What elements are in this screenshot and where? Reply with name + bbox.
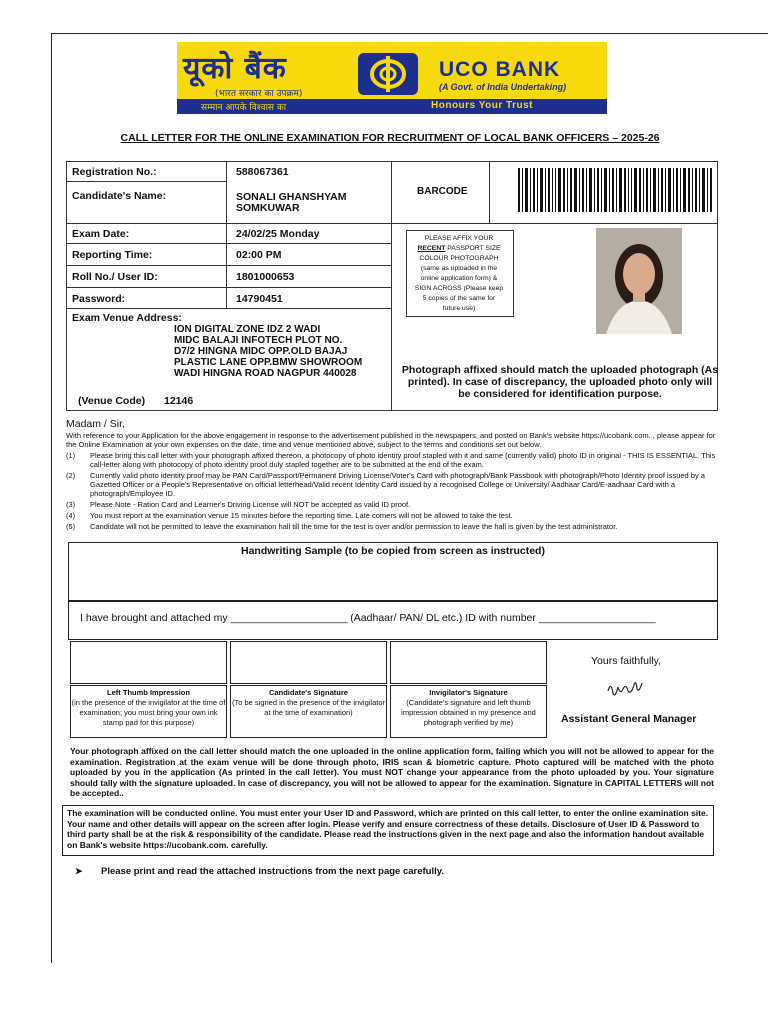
handwriting-sample-box [68, 542, 718, 601]
page-border-top [51, 33, 768, 34]
candidate-signature-caption [230, 685, 387, 738]
id-declaration-text: I have brought and attached my ____________________ (Aadhaar/ PAN/ DL etc.) ID with number ____________________ [80, 612, 656, 624]
rule-number: (4) [66, 511, 76, 520]
rule-text: Currently valid photo identity proof may be PAN Card/Passport/Permanent Driving License/Voter's Card with photograph/Bank Passbook with photograph/Photo Identity proof issued by a Gazetted Officer or a People's Representative on official letterhead/Valid recent Identity Card issued by a recognised College or University/ Aadhaar Card/E-aadhaar Card with a photograph/Employee ID. [90, 471, 705, 498]
venue-code-label: (Venue Code) [78, 395, 146, 407]
invigilator-signature-area [390, 641, 547, 684]
invigilator-signature-box [390, 641, 547, 738]
exam-date-value: 24/02/25 Monday [236, 228, 320, 240]
rule-number: (5) [66, 522, 76, 531]
photo-instructions [406, 234, 512, 314]
grid-line [67, 243, 391, 244]
registration-label: Registration No.: [72, 166, 157, 178]
tagline-hindi: सम्मान आपके विश्वास का [201, 103, 287, 113]
photo-requirement-paragraph: Your photograph affixed on the call letter should match the one uploaded in the online application form, failing which you will not be allowed to appear for the examination. Registration at the exam venue will be done through photo, IRIS scan & biometric capture. Photo captured will be matched with the photo uploaded by you in the application (As printed in the call letter). You must NOT change your appearance from the photo uploaded by you. Your signature should tally with the signature uploaded. In case of discrepancy, you will not be allowed to appear for the examination. Signature in CAPITAL LETTERS will not be accepted.. [70, 746, 714, 798]
tagline-english: Honours Your Trust [431, 100, 533, 111]
invigilator-signature-text: (Candidate's signature and left thumb impression obtained in my presence and photograph verified by me) [401, 698, 536, 727]
venue-address [174, 324, 362, 379]
uco-bank-logo-icon [357, 52, 419, 96]
photo-instruction-line: online application form) & [420, 275, 498, 282]
uco-bank-banner [177, 42, 607, 114]
agm-signature-icon [606, 677, 644, 701]
venue-address-line: MIDC BALAJI INFOTECH PLOT NO. [174, 335, 343, 346]
invigilator-signature-title: Invigilator's Signature [429, 688, 508, 697]
govt-undertaking-english: (A Govt. of India Undertaking) [439, 82, 567, 92]
list-item [66, 471, 718, 498]
bank-name-english: UCO BANK [439, 58, 561, 81]
reporting-time-label: Reporting Time: [72, 249, 153, 261]
grid-line [67, 223, 718, 224]
invigilator-signature-caption [390, 685, 547, 738]
roll-number-label: Roll No./ User ID: [72, 271, 158, 283]
venue-address-line: PLASTIC LANE OPP.BMW SHOWROOM [174, 357, 363, 368]
arrow-bullet-icon: ➤ [75, 866, 83, 876]
photo-instruction-line: COLOUR PHOTOGRAPH [419, 255, 499, 262]
photo-instruction-line: SIGN ACROSS (Please keep [414, 285, 504, 292]
venue-address-line: ION DIGITAL ZONE IDZ 2 WADI [174, 324, 321, 335]
document-title: CALL LETTER FOR THE ONLINE EXAMINATION FOR RECRUITMENT OF LOCAL BANK OFFICERS – 2025-26 [120, 132, 660, 144]
candidate-details-table [66, 161, 718, 411]
grid-line [67, 181, 226, 182]
reporting-time-value: 02:00 PM [236, 249, 282, 261]
candidate-name-line-2: SOMKUWAR [236, 202, 300, 214]
barcode-label: BARCODE [417, 186, 468, 197]
rule-text: Please Note - Ration Card and Learner's Driving License will NOT be accepted as valid ID proof. [90, 500, 411, 509]
rule-number: (2) [66, 471, 76, 480]
recent-emphasis: RECENT [417, 245, 446, 252]
venue-label: Exam Venue Address: [72, 312, 182, 324]
candidate-name-label: Candidate's Name: [72, 190, 167, 202]
rules-list [66, 451, 718, 533]
photo-instruction-text: PASSPORT SIZE [445, 245, 501, 252]
candidate-signature-area [230, 641, 387, 684]
left-thumb-impression-box [70, 641, 227, 738]
thumb-impression-area [70, 641, 227, 684]
thumb-impression-text: (in the presence of the invigilator at the time of examination; you must bring your own ink stamp pad for this purpose) [71, 698, 226, 727]
roll-number-value: 1801000653 [236, 271, 295, 283]
intro-paragraph: With reference to your Application for the above engagement in response to the advertisement published in the newspapers, and posted on Bank's website https://ucobank.com. , please appear for the Online Examination at your own expenses on the date, time and venue mentioned above, subject to the terms and conditions set out below. [66, 431, 716, 449]
rule-number: (1) [66, 451, 76, 460]
yours-faithfully: Yours faithfully, [591, 655, 662, 667]
candidate-photo [596, 228, 682, 334]
photo-instruction-line: 5 copies of the same for [422, 295, 496, 302]
photo-instruction-line: PLEASE AFFIX YOUR [424, 235, 494, 242]
photo-match-note: Photograph affixed should match the uploaded photograph (As printed). In case of discrepancy, the uploaded photo only will be considered for identification purpose. [401, 364, 719, 400]
candidate-signature-title: Candidate's Signature [269, 688, 348, 697]
list-item [66, 500, 718, 509]
grid-line [67, 308, 391, 309]
photo-instruction-line: (same as uploaded in the [420, 265, 498, 272]
list-item [66, 522, 718, 531]
bank-name-hindi: यूको बैंक [183, 51, 287, 86]
thumb-impression-caption [70, 685, 227, 738]
thumb-impression-title: Left Thumb Impression [107, 688, 190, 697]
password-value: 14790451 [236, 293, 283, 305]
candidate-name-line-1: SONALI GHANSHYAM [236, 191, 347, 203]
rule-text: Please bring this call letter with your photograph affixed thereon, a photocopy of photo identity proof stapled with it and same (currently valid) photo ID in original - THIS IS ESSENTIAL. This call-letter along with photocopy of photo identity proof duly stapled together are to be submitted at the end of the exam. [90, 451, 716, 469]
venue-address-line: D7/2 HINGNA MIDC OPP.OLD BAJAJ [174, 346, 348, 357]
assistant-general-manager: Assistant General Manager [561, 713, 697, 725]
venue-code-value: 12146 [164, 395, 194, 407]
id-declaration-box [68, 601, 718, 640]
grid-line [489, 162, 490, 223]
govt-undertaking-hindi: (भारत सरकार का उपक्रम) [215, 89, 303, 99]
candidate-signature-text: (To be signed in the presence of the invigilator at the time of examination) [231, 698, 385, 717]
photo-instruction-line [406, 244, 512, 254]
registration-value: 588067361 [236, 166, 289, 178]
venue-address-line: WADI HINGNA ROAD NAGPUR 440028 [174, 368, 357, 379]
password-label: Password: [72, 293, 126, 305]
grid-line [67, 287, 391, 288]
barcode-image [518, 168, 714, 212]
tagline-strip [177, 99, 607, 114]
candidate-signature-box [230, 641, 387, 738]
final-instruction: Please print and read the attached instructions from the next page carefully. [101, 866, 444, 877]
grid-line [67, 265, 391, 266]
handwriting-sample-title: Handwriting Sample (to be copied from screen as instructed) [241, 545, 545, 557]
online-exam-notice: The examination will be conducted online. You must enter your User ID and Password, which are printed on this call letter, to enter the online examination site. Your name and other details will appear on the screen after login. Please verify and ensure correctness of these details. Disclosure of User ID & Password to third party shall be at the risk & responsibility of the candidate. Please read the instructions given in the next page and also the information handout available on Bank's website https://ucobank.com. carefully. [62, 805, 714, 856]
salutation: Madam / Sir, [66, 418, 125, 430]
page-border-left [51, 33, 52, 963]
photo-instruction-line: future use) [442, 305, 476, 312]
grid-line [391, 162, 392, 411]
list-item [66, 511, 718, 520]
exam-date-label: Exam Date: [72, 228, 130, 240]
rule-text: Candidate will not be permitted to leave the examination hall till the time for the test is over and/or permission to leave the hall is given by the test administrator. [90, 522, 618, 531]
rule-text: You must report at the examination venue 15 minutes before the reporting time. Late comers will not be allowed to take the test. [90, 511, 513, 520]
rule-number: (3) [66, 500, 76, 509]
list-item [66, 451, 718, 469]
